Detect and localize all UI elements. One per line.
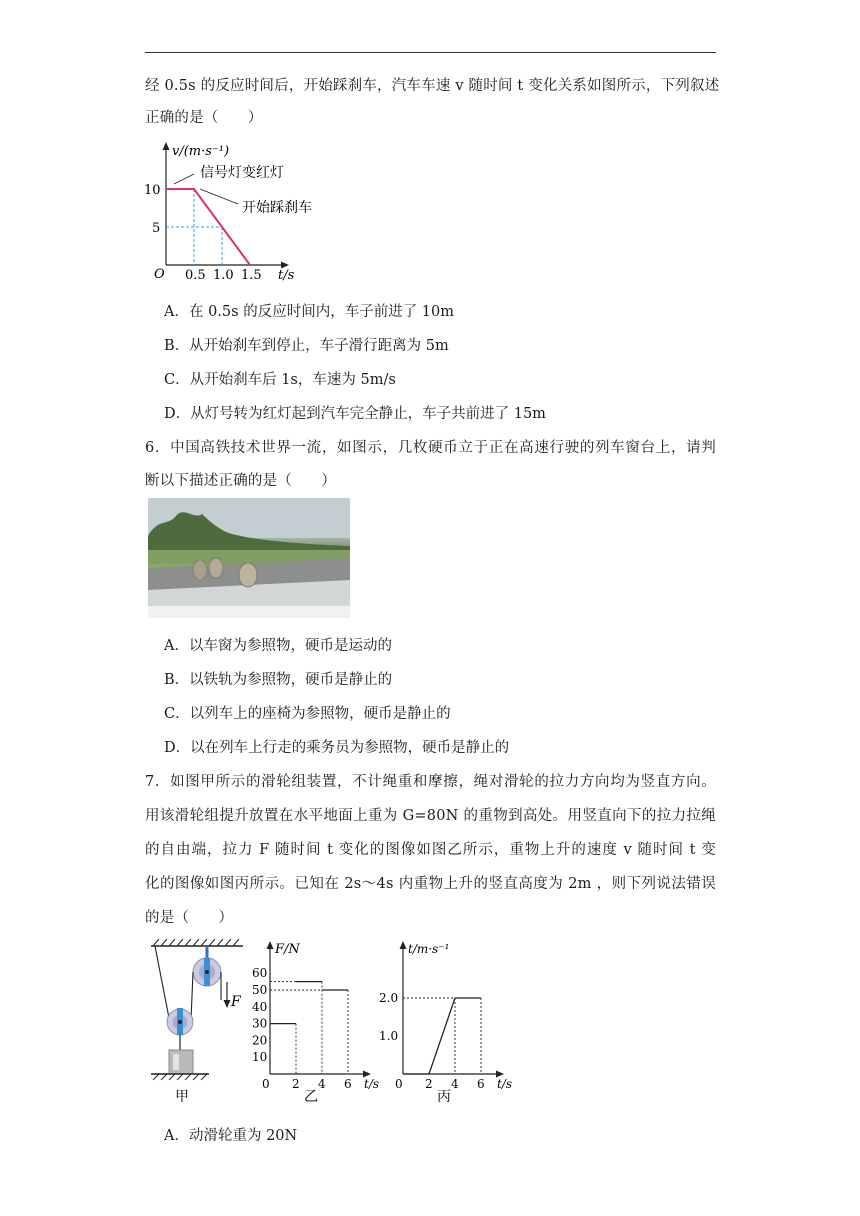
bing-y-label: t/m·s⁻¹ (408, 942, 450, 956)
yi-y-tick-30: 30 (252, 1016, 268, 1031)
q6-option-b[interactable]: B．以铁轨为参照物，硬币是静止的 (164, 672, 393, 688)
q5-annotation-red-light: 信号灯变红灯 (200, 165, 284, 181)
q5-x-tick-0.5: 0.5 (185, 268, 206, 283)
q5-option-d[interactable]: D．从灯号转为红灯起到汽车完全静止，车子共前进了 15m (164, 406, 546, 422)
photo-bottom-edge (148, 606, 350, 618)
bing-speed-line (403, 998, 481, 1074)
q7-velocity-time-chart (379, 938, 515, 1108)
yi-x-tick-0: 0 (262, 1077, 270, 1091)
photo-coin-1 (193, 560, 207, 580)
q5-y-tick-10: 10 (144, 183, 161, 198)
bing-x-tick-4: 4 (451, 1077, 459, 1091)
yi-y-tick-20: 20 (252, 1033, 268, 1048)
header-rule (145, 52, 716, 53)
q5-annotation-pointer-1 (174, 174, 194, 184)
q5-x-tick-1.5: 1.5 (241, 268, 262, 283)
yi-y-tick-60: 60 (252, 966, 268, 981)
q5-annotation-brake: 开始踩刹车 (242, 200, 312, 216)
rope-left-fixed (155, 946, 169, 1018)
q6-coins-on-train-window-photo (148, 498, 350, 618)
yi-y-tick-50: 50 (252, 983, 268, 997)
q5-intro-line-1: 经 0.5s 的反应时间后，开始踩刹车，汽车车速 v 随时间 t 变化关系如图所示，下列叙述 (145, 78, 720, 94)
q7-stem-line-5: 的是（ ） (145, 910, 234, 926)
fig-bing-label: 丙 (437, 1089, 451, 1105)
photo-coin-2 (209, 558, 223, 578)
q7-pulley-diagram (147, 938, 247, 1108)
q5-y-tick-5: 5 (152, 221, 161, 236)
bing-x-tick-0: 0 (395, 1077, 403, 1091)
yi-x-tick-4: 4 (318, 1077, 326, 1091)
q7-stem-line-4: 化的图像如图丙所示。已知在 2s～4s 内重物上升的竖直高度为 2m ，则下列说法错误 (145, 876, 716, 892)
q5-annotation-pointer-2 (200, 189, 238, 204)
q5-option-a[interactable]: A．在 0.5s 的反应时间内，车子前进了 10m (164, 304, 454, 320)
q7-force-time-chart (252, 938, 382, 1108)
q7-stem-line-1: 7．如图甲所示的滑轮组装置，不计绳重和摩擦，绳对滑轮的拉力方向均为竖直方向。 (145, 774, 716, 790)
q7-stem-line-3: 的自由端，拉力 F 随时间 t 变化的图像如图乙所示，重物上升的速度 v 随时间 t 变 (145, 842, 716, 858)
q6-option-a[interactable]: A．以车窗为参照物，硬币是运动的 (164, 638, 392, 654)
bing-x-tick-6: 6 (477, 1077, 485, 1091)
q5-x-tick-1.0: 1.0 (213, 268, 234, 283)
weight-block (169, 1050, 193, 1074)
q7-option-a[interactable]: A．动滑轮重为 20N (164, 1128, 298, 1144)
q6-stem-line-1: 6．中国高铁技术世界一流，如图示，几枚硬币立于正在高速行驶的列车窗台上，请判 (145, 440, 716, 456)
rope-middle (191, 972, 193, 1020)
photo-coin-3 (239, 563, 257, 587)
bing-y-tick-2.0: 2.0 (379, 991, 399, 1005)
yi-x-tick-6: 6 (344, 1077, 352, 1091)
fig-jia-label: 甲 (175, 1089, 189, 1105)
q5-origin-label: O (154, 267, 165, 282)
yi-y-label: F/N (275, 942, 300, 957)
yi-y-tick-40: 40 (252, 999, 268, 1014)
q6-stem-line-2: 断以下描述正确的是（ ） (145, 473, 337, 489)
q5-y-label: v/(m·s⁻¹) (172, 144, 230, 159)
q7-stem-line-2: 用该滑轮组提升放置在水平地面上重为 G=80N 的重物到高处。用竖直向下的拉力拉绳 (145, 808, 716, 824)
q5-option-c[interactable]: C．从开始刹车后 1s，车速为 5m/s (164, 372, 396, 388)
q6-option-d[interactable]: D．以在列车上行走的乘务员为参照物，硬币是静止的 (164, 740, 510, 756)
q5-intro-line-2: 正确的是（ ） (145, 110, 263, 126)
bing-x-tick-2: 2 (425, 1077, 433, 1091)
yi-x-label: t/s (364, 1077, 380, 1091)
yi-x-tick-2: 2 (292, 1077, 300, 1091)
q5-option-b[interactable]: B．从开始刹车到停止，车子滑行距离为 5m (164, 338, 449, 354)
ceiling-hatch (153, 939, 239, 946)
force-label: F (231, 994, 241, 1010)
fig-yi-label: 乙 (304, 1089, 318, 1105)
bing-y-tick-1.0: 1.0 (379, 1029, 399, 1043)
q5-x-label: t/s (278, 268, 295, 283)
ground-hatch (153, 1074, 207, 1080)
q5-y-axis-arrow (163, 142, 170, 150)
q6-option-c[interactable]: C．以列车上的座椅为参照物，硬币是静止的 (164, 706, 451, 722)
bing-x-label: t/s (497, 1077, 513, 1091)
yi-y-tick-10: 10 (252, 1050, 268, 1065)
q5-velocity-chart (144, 140, 350, 283)
